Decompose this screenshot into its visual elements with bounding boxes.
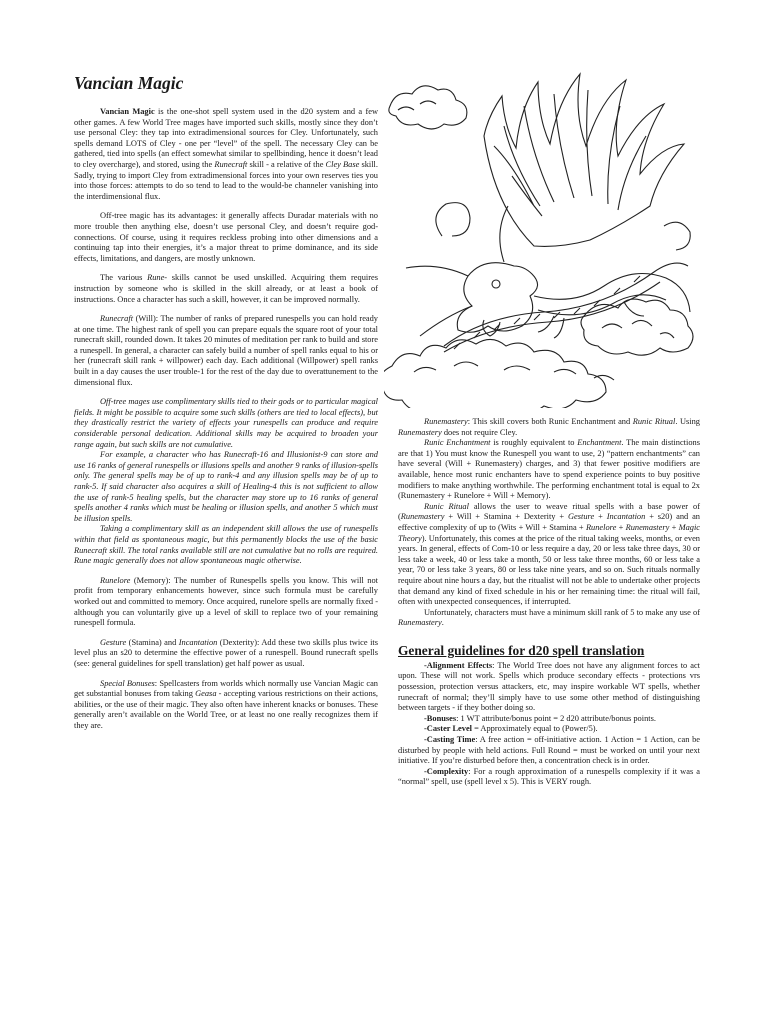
paragraph-off-tree-advantages: Off-tree magic has its advantages: it generally affects Duradar materials with no more trouble then anything else, doesn’t use personal Cley, and doesn’t require god-connections. Of course, using it requires reckless probing into other dimensions and a continuing tap into their energies, it’s a major threat to prime dominance, and its side effects, limitations, and dangers, are mostly unknown. xyxy=(74,211,378,263)
paragraph-runic-enchantment: Runic Enchantment is roughly equivalent to Enchantment. The main distinctions are that 1) You must know the Runespell you want to use, 2) “pattern enchantments” can have several (Will + Runemastery) charges, and 3) that fewer positive modifiers are available, hence most runic enchanters have to spend experience points to buy positive modifiers to make anything worthwhile. The performing enchantment total is equal to 2x (Runemastery + Runelore + Will + Memory). xyxy=(398,438,700,501)
paragraph-runelore: Runelore (Memory): The number of Runespells spells you know. This will not profit from temporary enhancements however, since such formula must be carefully worked out and committed to memory. Once acquired, runelore spells are normally fixed - although you can voluntarily give up a level of skill to replace two of your remaining runespell formula. xyxy=(74,575,378,628)
section-heading-guidelines: General guidelines for d20 spell translation xyxy=(398,642,645,658)
paragraph-runemastery: Runemastery: This skill covers both Runic Enchantment and Runic Ritual. Using Runemastery does not require Cley. xyxy=(398,417,700,437)
page-title: Vancian Magic xyxy=(74,73,184,93)
guideline-alignment-effects: -Alignment Effects: The World Tree does not have any alignment forces to act upon. These will not work. Spells which produce secondary effects - protections vrs possession, protection versus attackers, etc, may inspire workable WT spells, whether runecraft of normal; they’ll simply have to use some other method of distinguishing between targets - if they bother doing so. xyxy=(398,660,701,713)
paragraph-runecraft-example: For example, a character who has Runecraft-16 and Illusionist-9 can store and use 16 ranks of general runespells or illusions spells and another 9 ranks of illusion-spells only. The general spells may be of up to rank-4 and any illusion spells may be of up to rank-5. If said character also acquires a skill of Healing-4 this is not sufficient to allow the use of rank-5 healing spells, but the character may store up to 16 ranks of general spells another 4 ranks which must be healing or illusion spells, and another 5 which must be illusion spells. xyxy=(74,450,378,523)
guideline-bonuses: -Bonuses: 1 WT attribute/bonus point = 2 d20 attribute/bonus points. xyxy=(424,713,656,723)
guideline-casting-time: -Casting Time: A free action = off-initiative action. 1 Action = 1 Action, can be disturbed by people with held actions. Full Round = must be worked on until your next initiative. If you’re disturbed before then, a concentration check is in order. xyxy=(398,735,700,766)
paragraph-special-bonuses: Special Bonuses: Spellcasters from worlds which normally use Vancian Magic can get substantial bonuses from taking Geasa - accepting various restrictions on their actions, abilities, or the use of their magic. They also often have inherent knacks or bonuses. These generally aren’t available on the World Tree, or at least no one really recognizes them if they are. xyxy=(74,678,378,730)
dragon-illustration xyxy=(384,66,700,408)
paragraph-runemastery-minimum: Unfortunately, characters must have a minimum skill rank of 5 to make any use of Runemastery. xyxy=(398,607,700,628)
left-column xyxy=(74,72,378,740)
right-column xyxy=(398,417,700,788)
paragraph-complimentary-skills: Off-tree mages use complimentary skills tied to their gods or to particular magical fields. It might be possible to acquire some such skills (others are tied to local effects), but they drastically restrict the variety of effects your runespells can produce and require considerable personal dedication. Additional skills may be acquired to broaden your range again, but such skills are not cumulative. xyxy=(74,397,378,449)
paragraph-gesture-incantation: Gesture (Stamina) and Incantation (Dexterity): Add these two skills plus twice its level plus an s20 to determine the effective power of a runespell. Bound runecraft spells (see: general guidelines for spell translation) get half power as usual. xyxy=(74,637,378,668)
guideline-complexity: -Complexity: For a rough approximation of a runespells complexity if it was a “normal” spell, use (spell level x 5). This is VERY rough. xyxy=(398,766,700,787)
paragraph-independent-skill: Taking a complimentary skill as an independent skill allows the use of runespells within that field as spontaneous magic, but this permanently blocks the use of the basic Runecraft skill. The total ranks available still are not cumulative but no rolls are required. Rune magic generally does not allow spontaneous magic otherwise. xyxy=(74,524,378,566)
guideline-caster-level: -Caster Level = Approximately equal to (Power/5). xyxy=(424,724,598,734)
paragraph-vancian-intro: Vancian Magic is the one-shot spell system used in the d20 system and a few other games. A few World Tree mages have imported such skills, mostly since they don’t use personal Cley: they tap into extradimensional sources for Cley. Unfortunately, such spells demand LOTS of Cley - one per “level” of the spell. The necessary Cley can be gathered, tied into spells (an effect somewhat similar to spellbinding, hence it doesn’t lead to cley overcharge), and stored, using the Runecraft skill - a relative of the Cley Base skill. Sadly, trying to import Cley from extradimensional forces into your own reserves ties you into those forces: attempts to do so tend to lead to the would-be channeler vanishing into the interdimensional flux. xyxy=(74,107,378,201)
paragraph-runic-ritual: Runic Ritual allows the user to weave ritual spells with a base power of (Runemastery + Will + Stamina + Dexterity + Gesture + Incantation + s20) and an effective complexity of up to (Wits + Will + Stamina + Runelore + Runemastery + Magic Theory). Unfortunately, this comes at the price of the ritual taking weeks, months, or even years. In general, effects of Com-10 or less require a day, 20 or less take three days, 30 or less take a week, 40 or less take a month, 50 or less take three months, 60 or less take a year, 70 or less take 3 years, 80 or less take nine years, and so on. Such rituals normally require about nine hours a day, but the ritualist will not be able to undertake other projects that demand any kind of fixed schedule in his or her remaining time: the ritual will fail, often with unexpected consequences, if interrupted. xyxy=(398,501,700,607)
paragraph-rune-skills: The various Rune- skills cannot be used unskilled. Acquiring them requires instruction by someone who is skilled in the skill already, or at least a book of instructions. Once a character has such a skill, however, it can be improved normally. xyxy=(74,273,378,304)
paragraph-runecraft: Runecraft (Will): The number of ranks of prepared runespells you can hold ready at one time. The highest rank of spell you can prepare equals the square root of your total runecraft skill, rounded down. It takes 20 minutes of meditation per rank to build and store a runespell. In general, a character can safely build a number of spell ranks equal to his or her (runecraft skill rank + willpower) each day. Each additional (Willpower) spell ranks built in a day causes the user trouble-1 for the rest of the day due to overattunement to the dimensional flux. xyxy=(74,314,378,387)
